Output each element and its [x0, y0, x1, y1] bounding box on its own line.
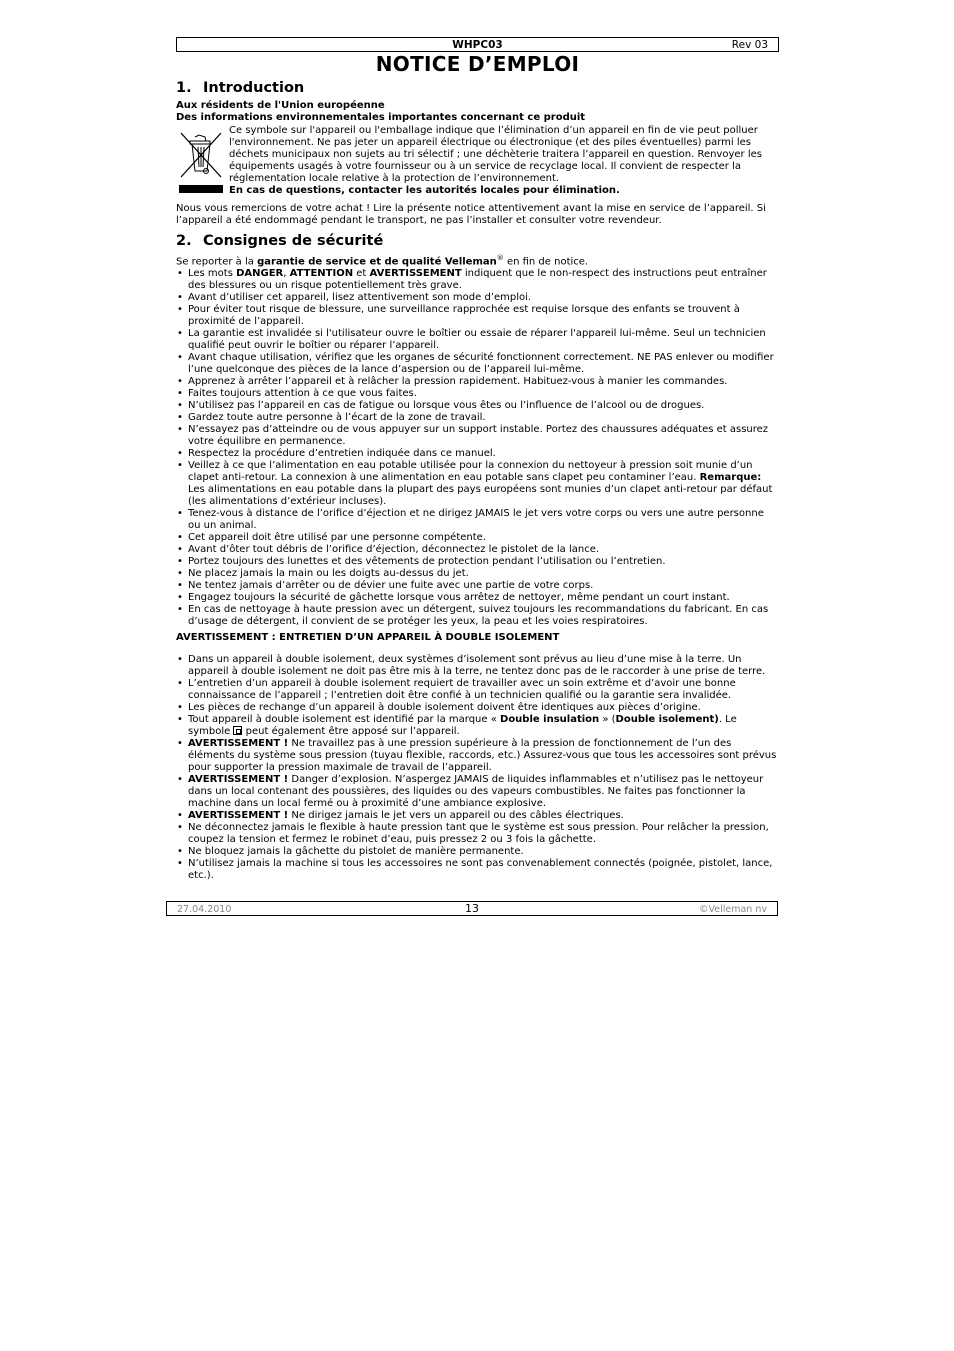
list-item: • Les pièces de rechange d’un appareil à double isolement doivent être identiques aux pièces d’origine. [176, 702, 779, 714]
list-item: • Tout appareil à double isolement est identifié par la marque « Double insulation » (Double isolement). Le symbole peut également être apposé sur l’appareil. [176, 714, 779, 738]
list-item: • AVERTISSEMENT ! Danger d’explosion. N’aspergez JAMAIS de liquides inflammables et n’utilisez pas le nettoyeur dans un local contenant des poussières, des liquides ou des vapeurs combustibles. Ne faites pas fonctionner la machine dans un local fermé ou à proximité d’une ambiance explosive. [176, 774, 779, 810]
list-item: • Dans un appareil à double isolement, deux systèmes d’isolement sont prévus au lieu d’une mise à la terre. Un appareil à double isolement ne doit pas être mis à la terre, ne tentez donc pas de le raccorder à une prise de terre. [176, 654, 779, 678]
thank-you-text: Nous vous remercions de votre achat ! Lire la présente notice attentivement avant la mise en service de l’appareil. Si l’appareil a été endommagé pendant le transport, ne pas l’installer et consulter votre revendeur. [176, 203, 766, 226]
list-item: • Ne bloquez jamais la gâchette du pistolet de manière permanente. [176, 846, 779, 858]
list-item: • En cas de nettoyage à haute pression avec un détergent, suivez toujours les recommandations du fabricant. En cas d’usage de détergent, il convient de se protéger les yeux, la peau et les voies respiratoires. [176, 604, 779, 628]
environment-text: Ce symbole sur l'appareil ou l'emballage indique que l’élimination d’un appareil en fin de vie peut polluer l'environnement. Ne pas jeter un appareil électrique ou électronique (et des piles éventuelles) parmi les déchets municipaux non sujets au tri sélectif ; une déchèterie traitera l’appareil en question. Renvoyer les équipements usagés à votre fournisseur ou à un service de recyclage local. Il convient de respecter la réglementation locale relative à la protection de l’environnement. [229, 125, 762, 184]
list-item: • Pour éviter tout risque de blessure, une surveillance rapprochée est requise lorsque des enfants se trouvent à proximité de l’appareil. [176, 304, 779, 328]
section-heading-introduction: 1. Introduction [176, 80, 305, 96]
list-item: • Faites toujours attention à ce que vous faites. [176, 388, 779, 400]
intro-subheading-env: Des informations environnementales importantes concernant ce produit [176, 112, 586, 123]
page-number: 13 [465, 902, 479, 915]
header-model: WHPC03 [452, 39, 503, 51]
intro-subheading-eu: Aux résidents de l'Union européenne [176, 100, 385, 111]
list-item: • Ne placez jamais la main ou les doigts au-dessus du jet. [176, 568, 779, 580]
document-title: NOTICE D’EMPLOI [375, 52, 580, 76]
list-item: • Portez toujours des lunettes et des vêtements de protection pendant l’utilisation ou l’entretien. [176, 556, 779, 568]
environment-notice [176, 125, 779, 197]
list-item: • La garantie est invalidée si l'utilisateur ouvre le boîtier ou essaie de réparer l'appareil lui-même. Seul un technicien qualifié peut ouvrir le boîtier ou réparer l’appareil. [176, 328, 779, 352]
safety-list [176, 268, 779, 628]
list-item: • Cet appareil doit être utilisé par une personne compétente. [176, 532, 779, 544]
list-item: • Apprenez à arrêter l’appareil et à relâcher la pression rapidement. Habituez-vous à manier les commandes. [176, 376, 779, 388]
list-item: • N’essayez pas d’atteindre ou de vous appuyer sur un support instable. Portez des chaussures adéquates et assurez votre équilibre en permanence. [176, 424, 779, 448]
footer-date: 27.04.2010 [177, 904, 232, 915]
double-insulation-icon [233, 726, 242, 735]
list-item: • Avant chaque utilisation, vérifiez que les organes de sécurité fonctionnent correctement. NE PAS enlever ou modifier l’une quelconque des pièces de la lance d’aspersion ou de l’appareil lui-même. [176, 352, 779, 376]
list-item: • L’entretien d’un appareil à double isolement requiert de travailler avec un soin extrême et d’avoir une bonne connaissance de l’appareil ; l’entretien doit être confié à un technicien qualifié ou la garantie sera invalidée. [176, 678, 779, 702]
crossed-bin-icon [178, 127, 224, 193]
list-item: • Avant d’ôter tout débris de l’orifice d’éjection, déconnectez le pistolet de la lance. [176, 544, 779, 556]
page-header [176, 37, 779, 52]
list-item: • Engagez toujours la sécurité de gâchette lorsque vous arrêtez de nettoyer, même pendant un court instant. [176, 592, 779, 604]
list-item: • Ne tentez jamais d’arrêter ou de dévier une fuite avec une partie de votre corps. [176, 580, 779, 592]
warranty-reference: Se reporter à la garantie de service et de qualité Velleman® en fin de notice. [176, 254, 589, 268]
list-item: • N’utilisez pas l’appareil en cas de fatigue ou lorsque vous êtes ou l’influence de l’alcool ou de drogues. [176, 400, 779, 412]
list-item: • Veillez à ce que l’alimentation en eau potable utilisée pour la connexion du nettoyeur à pression soit munie d’un clapet anti-retour. La connexion à une alimentation en eau potable sans clapet peu contaminer l’eau. Remarque: Les alimentations en eau potable dans la plupart des pays européens sont munies d’un clapet anti-retour par défaut (les alimentations d’extérieur incluses). [176, 460, 779, 508]
list-item: • N’utilisez jamais la machine si tous les accessoires ne sont pas convenablement connectés (poignée, pistolet, lance, etc.). [176, 858, 779, 882]
header-revision: Rev 03 [731, 39, 768, 51]
page-footer [166, 901, 778, 916]
list-item: • AVERTISSEMENT ! Ne dirigez jamais le jet vers un appareil ou des câbles électriques. [176, 810, 779, 822]
list-item: • Tenez-vous à distance de l’orifice d’éjection et ne dirigez JAMAIS le jet vers votre corps ou vers une autre personne ou un animal. [176, 508, 779, 532]
list-item: • Avant d’utiliser cet appareil, lisez attentivement son mode d’emploi. [176, 292, 779, 304]
page-content [176, 37, 779, 882]
section-heading-safety: 2. Consignes de sécurité [176, 233, 384, 249]
double-insulation-list [176, 654, 779, 882]
list-item: • Gardez toute autre personne à l’écart de la zone de travail. [176, 412, 779, 424]
list-item: • Les mots DANGER, ATTENTION et AVERTISSEMENT indiquent que le non-respect des instructions peut entraîner des blessures ou un risque potentiellement très grave. [176, 268, 779, 292]
list-item: • Ne déconnectez jamais le flexible à haute pression tant que le système est sous pression. Pour relâcher la pression, coupez la tension et fermez le robinet d’eau, puis pressez 2 ou 3 fois la gâchette. [176, 822, 779, 846]
list-item: • AVERTISSEMENT ! Ne travaillez pas à une pression supérieure à la pression de fonctionnement de l’un des éléments du système sous pression (tuyau flexible, raccords, etc.) Assurez-vous que tous les accessoires sont prévus pour supporter la pression maximale de travail de l’appareil. [176, 738, 779, 774]
double-insulation-heading: AVERTISSEMENT : ENTRETIEN D’UN APPAREIL À DOUBLE ISOLEMENT [176, 632, 560, 644]
list-item: • Respectez la procédure d’entretien indiquée dans ce manuel. [176, 448, 779, 460]
footer-copyright: ©Velleman nv [699, 904, 767, 915]
environment-contact: En cas de questions, contacter les autorités locales pour élimination. [229, 185, 620, 196]
